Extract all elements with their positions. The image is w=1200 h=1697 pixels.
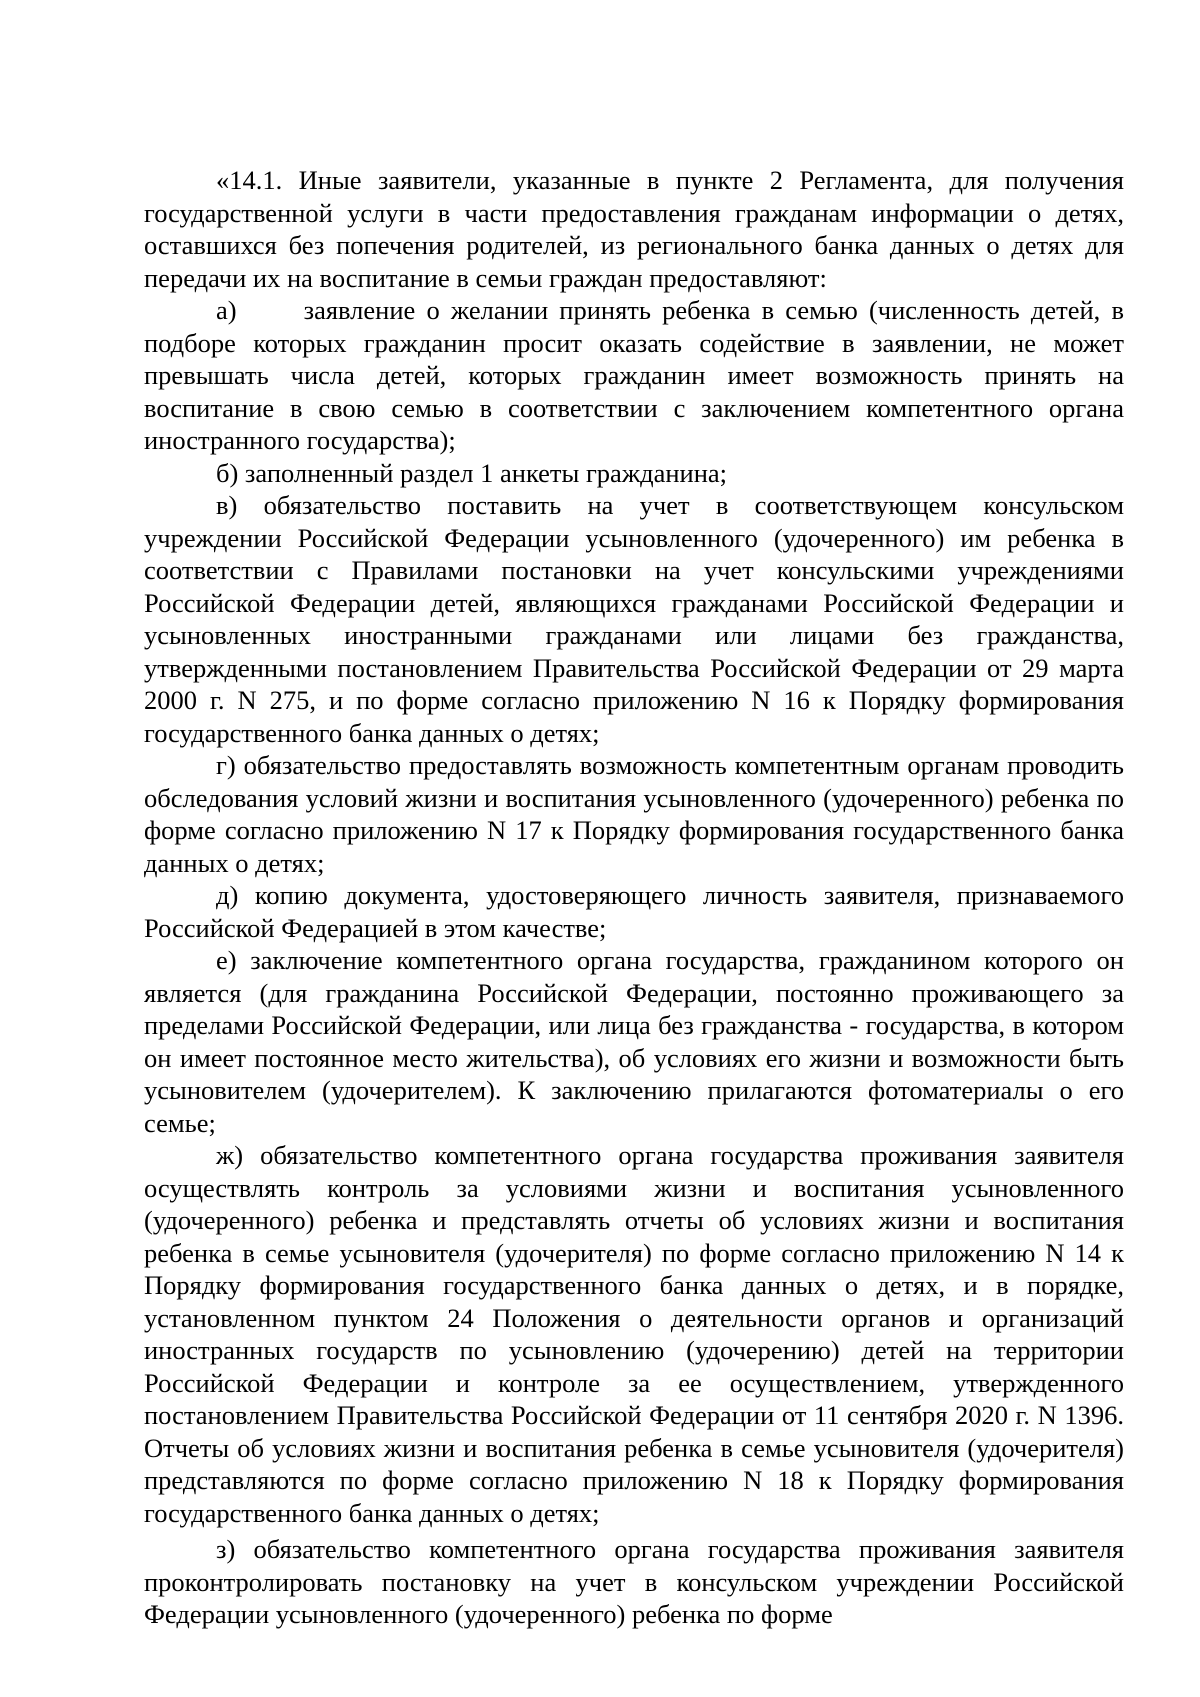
paragraph-item-d: д) копию документа, удостоверяющего личность заявителя, признаваемого Российской Федерацией в этом качестве; xyxy=(144,880,1124,943)
paragraph-item-e: е) заключение компетентного органа государства, гражданином которого он является (для гражданина Российской Федерации, постоянно проживающего за пределами Российской Федерации, или лица без гражданства - государства, в котором он имеет постоянное место жительства), об условиях его жизни и возможности быть усыновителем (удочерителем). К заключению прилагаются фотоматериалы о его семье; xyxy=(144,945,1124,1138)
document-page xyxy=(144,164,1124,1631)
paragraph-item-z: з) обязательство компетентного органа государства проживания заявителя проконтролировать постановку на учет в консульском учреждении Российской Федерации усыновленного (удочеренного) ребенка по форме xyxy=(144,1534,1124,1629)
paragraph-item-b: б) заполненный раздел 1 анкеты гражданина; xyxy=(216,457,728,488)
paragraph-item-g: г) обязательство предоставлять возможность компетентным органам проводить обследования условий жизни и воспитания усыновленного (удочеренного) ребенка по форме согласно приложению N 17 к Порядку формирования государственного банка данных о детях; xyxy=(144,750,1124,878)
paragraph-item-zh: ж) обязательство компетентного органа государства проживания заявителя осуществлять контроль за условиями жизни и воспитания усыновленного (удочеренного) ребенка и представлять отчеты об условиях жизни и воспитания ребенка в семье усыновителя (удочерителя) по форме согласно приложению N 14 к Порядку формирования государственного банка данных о детях, и в порядке, установленном пунктом 24 Положения о деятельности органов и организаций иностранных государств по усыновлению (удочерению) детей на территории Российской Федерации и контроле за ее осуществлением, утвержденного постановлением Правительства Российской Федерации от 11 сентября 2020 г. N 1396. Отчеты об условиях жизни и воспитания ребенка в семье усыновителя (удочерителя) представляются по форме согласно приложению N 18 к Порядку формирования государственного банка данных о детях; xyxy=(144,1140,1124,1528)
paragraph-14-1-intro: «14.1. Иные заявители, указанные в пункте 2 Регламента, для получения государственной услуги в части предоставления гражданам информации о детях, оставшихся без попечения родителей, из регионального банка данных о детях для передачи их на воспитание в семьи граждан предоставляют: xyxy=(144,165,1124,293)
paragraph-item-v: в) обязательство поставить на учет в соответствующем консульском учреждении Российской Федерации усыновленного (удочеренного) им ребенка в соответствии с Правилами постановки на учет консульскими учреждениями Российской Федерации детей, являющихся гражданами Российской Федерации и усыновленных иностранными гражданами или лицами без гражданства, утвержденными постановлением Правительства Российской Федерации от 29 марта 2000 г. N 275, и по форме согласно приложению N 16 к Порядку формирования государственного банка данных о детях; xyxy=(144,490,1124,748)
paragraph-item-a: а) заявление о желании принять ребенка в семью (численность детей, в подборе которых гражданин просит оказать содействие в заявлении, не может превышать числа детей, которых гражданин имеет возможность принять на воспитание в свою семью в соответствии с заключением компетентного органа иностранного государства); xyxy=(144,295,1124,455)
